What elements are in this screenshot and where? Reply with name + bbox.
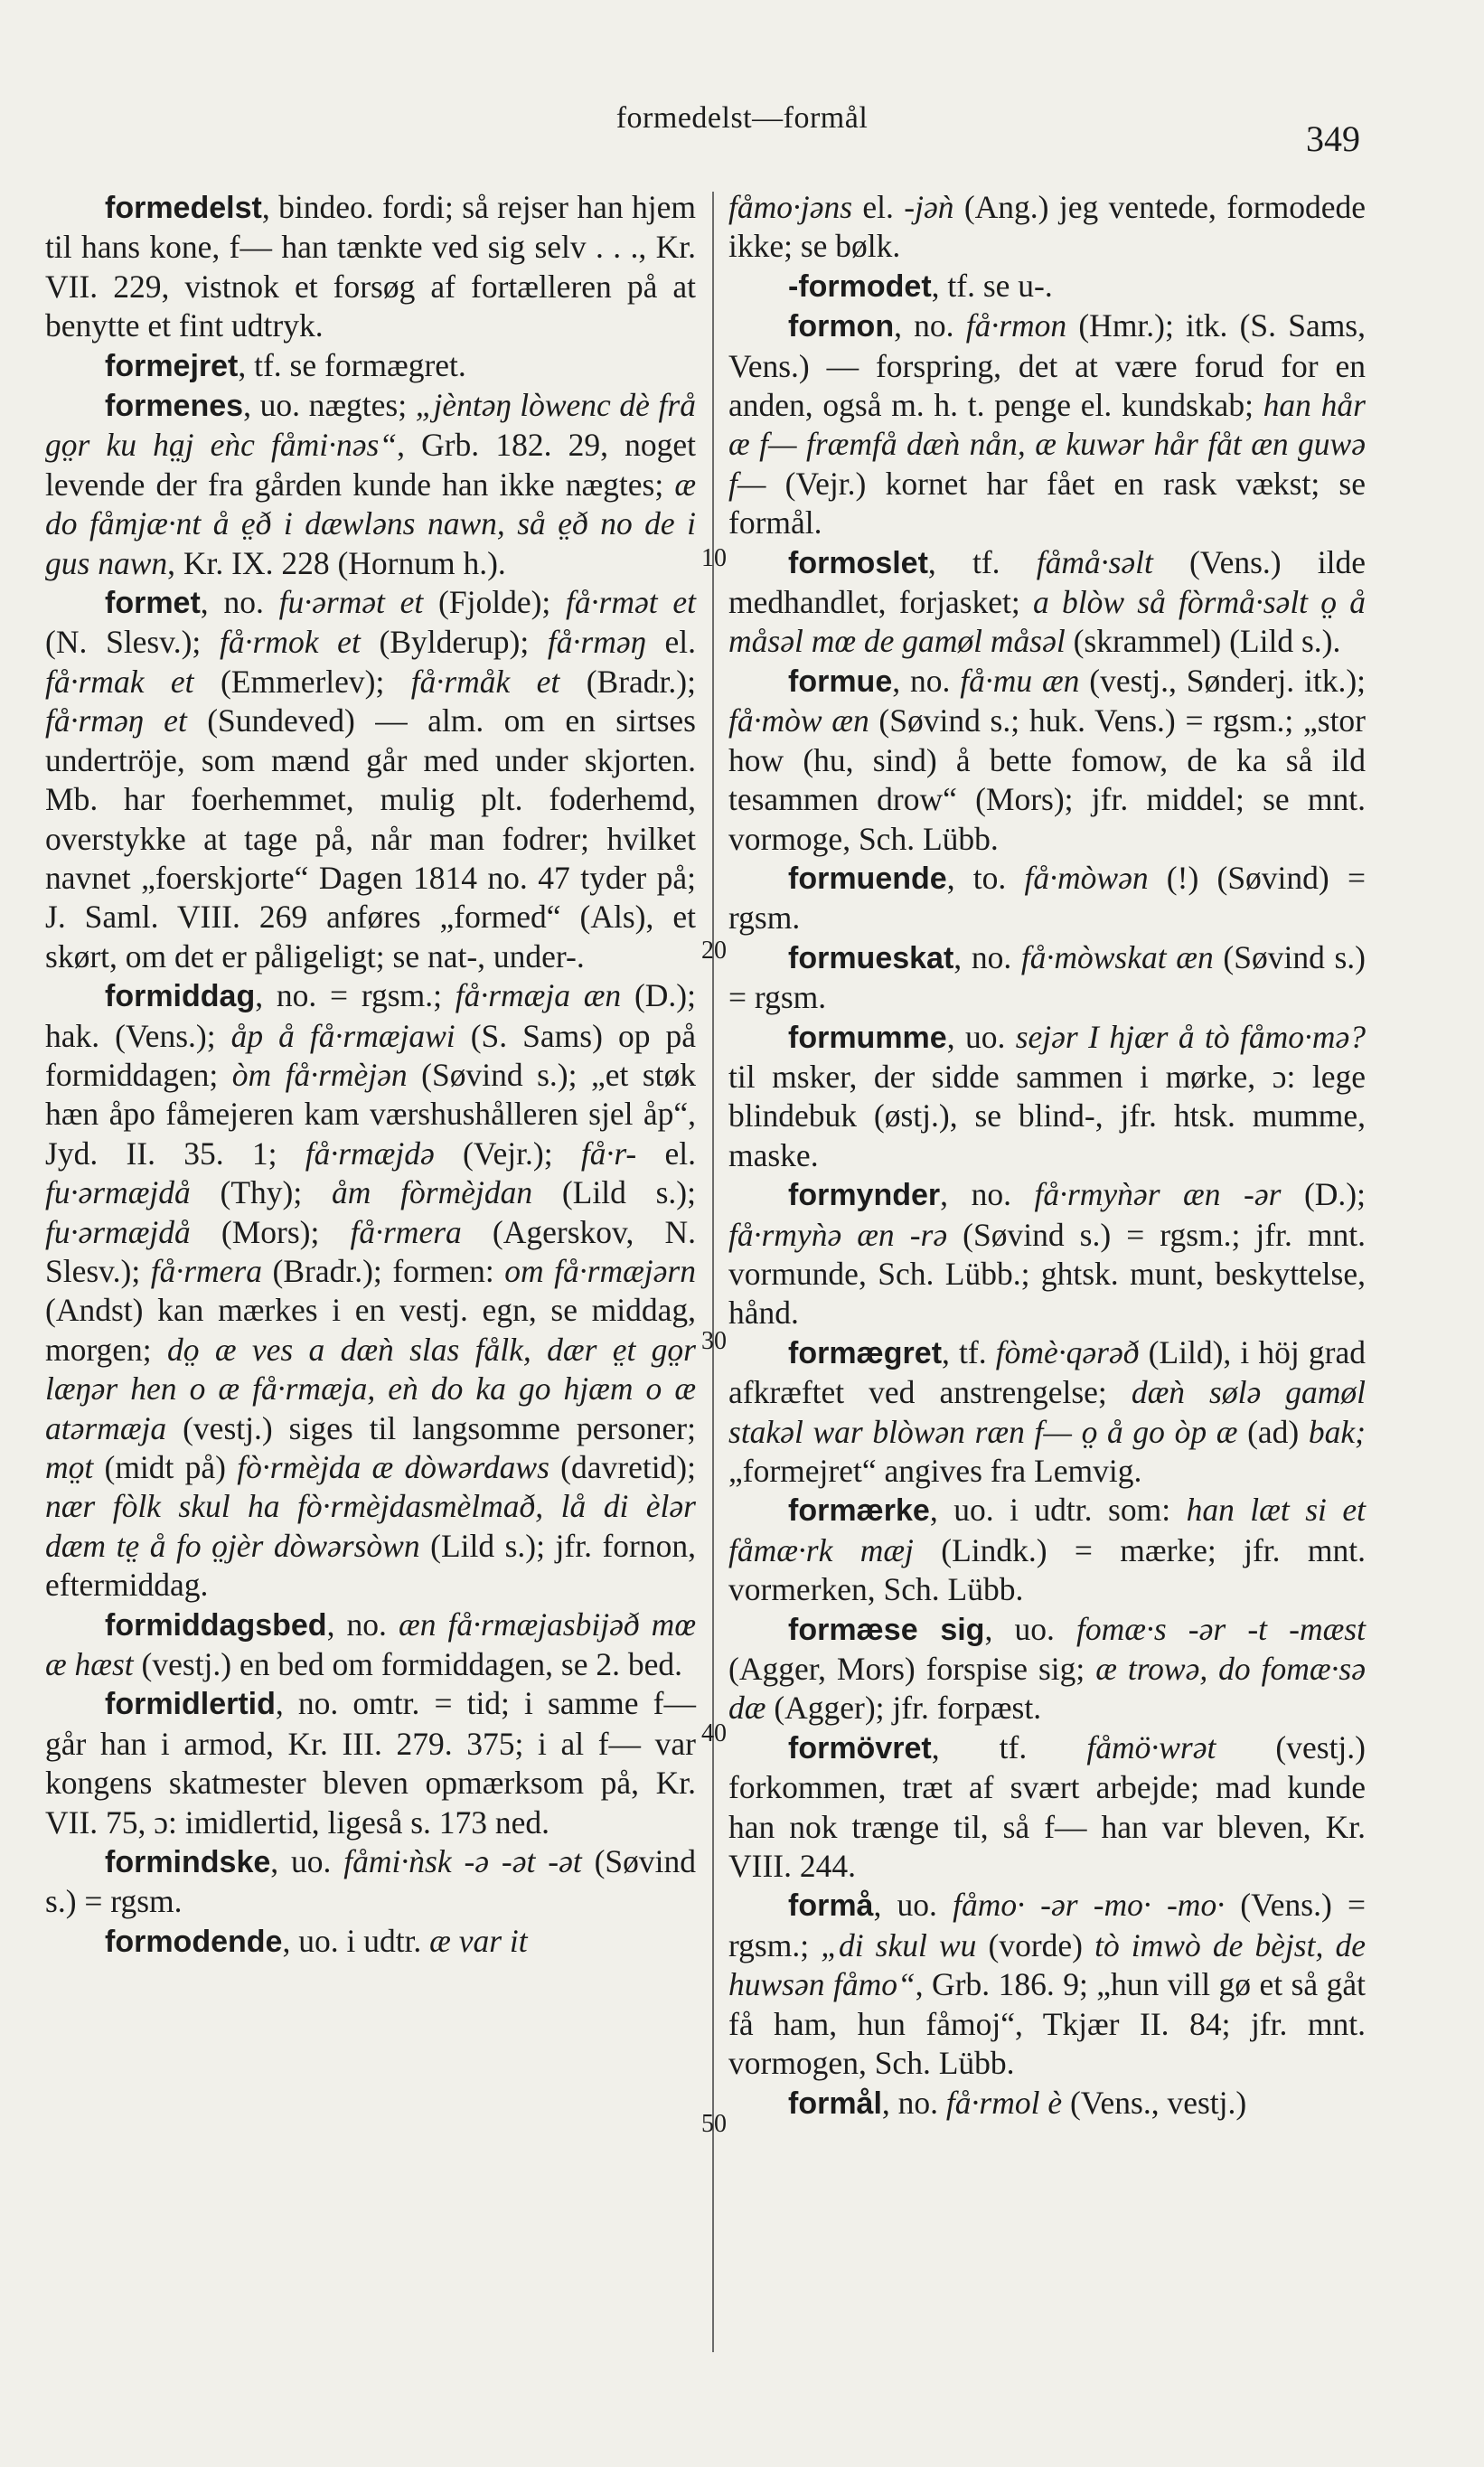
entry-text: (vestj.) en bed om formiddagen, se 2. bed. xyxy=(133,1646,682,1683)
dictionary-entry xyxy=(45,976,696,1605)
headword: formodende xyxy=(105,1924,283,1959)
dialect-form: fomæ·s -ər -t -mæst xyxy=(1076,1610,1366,1647)
headword: formoslet xyxy=(788,545,928,580)
dictionary-entry xyxy=(728,859,1366,938)
dictionary-entry xyxy=(728,1728,1366,1887)
entry-text: (S. Sams) op på formiddagen; xyxy=(45,1017,696,1093)
entry-text: , bindeo. fordi; så rejser han hjem til hans kone, f— han tænkte ved sig selv . . ., Kr. VII. 229, vistnok et forsøg af fortælleren på at benytte et fint udtryk. xyxy=(45,189,696,344)
dialect-form: få·rmyǹər æn -ər xyxy=(1034,1176,1282,1213)
entry-text: , no. omtr. = tid; i samme f— går han i armod, Kr. III. 279. 375; i al f— var kongens skatmester bleven opmærksom på, Kr. VII. 75, ɔ: imidlertid, ligeså s. 173 ned. xyxy=(45,1685,696,1841)
entry-text: (Andst) kan mærkes i en vestj. egn, se middag, morgen; xyxy=(45,1292,696,1368)
entry-text: , uo. xyxy=(270,1843,344,1880)
dialect-form: sejər I hjær å tò fåmo·mə? xyxy=(1015,1018,1366,1055)
entry-text: (Søvind s.); „et støk hæn åpo fåmejeren kam værshushålleren sjel åp“, Jyd. II. 35. 1; xyxy=(45,1056,696,1172)
entry-text: , uo. xyxy=(946,1018,1016,1055)
entry-text: , uo. nægtes; xyxy=(243,387,416,424)
dictionary-entry xyxy=(728,1610,1366,1728)
entry-text: (vestj., Sønderj. itk.); xyxy=(1079,662,1367,699)
entry-text: (Agger, Mors) forspise sig; xyxy=(728,1651,1096,1688)
dialect-form: a blòw så fòrmå·səlt o̤ å måsəl mœ de gamøl måsəl xyxy=(728,584,1366,660)
dialect-form: fåmo·jəns xyxy=(728,189,853,225)
dialect-form: fåmö·wrət xyxy=(1086,1728,1216,1766)
line-number-30: 30 xyxy=(701,1327,727,1355)
headword: formon xyxy=(788,309,895,344)
left-column xyxy=(45,188,696,1962)
dictionary-entry xyxy=(45,1922,696,1962)
dialect-form: æn få·rmæjasbijəð mœ æ hæst xyxy=(45,1605,696,1683)
entry-text: , tf. xyxy=(942,1333,996,1370)
headword: formövret xyxy=(788,1730,932,1766)
entry-text: (D.); hak. (Vens.); xyxy=(45,977,696,1054)
dictionary-entry xyxy=(45,346,696,386)
line-number-10: 10 xyxy=(701,544,727,572)
dictionary-entry xyxy=(728,662,1366,859)
entry-text: (ad) xyxy=(1237,1413,1309,1450)
entry-text: (Lild s.); xyxy=(532,1174,696,1211)
headword: formærke xyxy=(788,1493,930,1529)
entry-text: (Ang.) jeg ventede, formodede ikke; se bølk. xyxy=(728,189,1366,265)
dialect-form: fò·rmèjda æ dòwərdaws xyxy=(237,1449,549,1485)
entry-text: (Bylderup); xyxy=(360,624,548,661)
entry-text: (Lindk.) = mærke; jfr. mnt. vormerken, Sch. Lübb. xyxy=(728,1531,1366,1608)
dialect-form: „jèntəŋ lòwenc dè frå go̤r ku ha̤j eǹc fåmi·nəs“ xyxy=(45,387,696,464)
headword: formue xyxy=(788,664,893,699)
dialect-form: fåmå·səlt xyxy=(1036,543,1153,580)
entry-text: (N. Slesv.); xyxy=(45,624,220,661)
entry-text: , uo. xyxy=(873,1887,953,1924)
entry-text: , no. xyxy=(953,938,1021,975)
dialect-form: dæǹ sølə gamøl stakəl war blòwən ræn f— o̤ å go òp æ xyxy=(728,1374,1366,1450)
dialect-form: fu·ərmət et xyxy=(278,584,424,621)
entry-text: (vestj.) siges til langsomme personer; xyxy=(166,1409,696,1446)
headword: formejret xyxy=(105,348,239,383)
entry-text: (Mors); xyxy=(190,1213,351,1250)
entry-text: , uo. xyxy=(984,1610,1077,1647)
entry-text: (midt på) xyxy=(93,1449,238,1485)
headword: formindske xyxy=(105,1845,271,1880)
dialect-form: òm få·rmèjən xyxy=(231,1056,408,1093)
dialect-form: æ do fåmjæ·nt å e̤ð i dæwləns nawn, så e̤ð no de i gus nawn xyxy=(45,466,696,581)
headword: formet xyxy=(105,586,201,621)
headword: -formodet xyxy=(788,268,932,304)
dialect-form: æ var it xyxy=(429,1922,528,1959)
line-number-20: 20 xyxy=(701,937,727,965)
entry-text: , no. xyxy=(200,584,279,621)
dictionary-entry xyxy=(45,188,696,346)
dialect-form: få·rmæja æn xyxy=(455,977,622,1014)
entry-text: , no. xyxy=(892,662,961,699)
dictionary-entry xyxy=(728,1333,1366,1492)
dialect-form: få·r- xyxy=(580,1135,637,1172)
entry-text: (Hmr.); itk. (S. Sams, Vens.) — forspring, det at være forud for en anden, også m. h. t. penge el. kundskab; xyxy=(728,307,1367,424)
dictionary-entry xyxy=(728,1018,1366,1176)
dialect-form: fòmè·qərəð xyxy=(995,1333,1140,1370)
entry-text: (Thy); xyxy=(190,1174,332,1211)
dialect-form: bak; xyxy=(1308,1413,1366,1450)
running-head: formedelst—formål xyxy=(615,101,869,135)
entry-text: el. xyxy=(645,624,696,661)
dictionary-entry xyxy=(728,938,1366,1018)
entry-text: (vorde) xyxy=(976,1926,1095,1963)
column-rule xyxy=(712,192,714,2352)
dialect-form: fu·ərmæjdå xyxy=(45,1174,191,1211)
dictionary-entry xyxy=(728,306,1366,542)
dialect-form: få·rmåk et xyxy=(410,663,560,700)
dictionary-entry xyxy=(728,1175,1366,1333)
headword: formiddagsbed xyxy=(105,1607,327,1643)
entry-text: (Vejr.) kornet har fået en rask vækst; se formål. xyxy=(728,465,1366,541)
entry-text: , Grb. 186. 9; „hun vill gø et så gåt få ham, hun fåmoj“, Tkjær II. 84; jfr. mnt. vormogen, Sch. Lübb. xyxy=(728,1966,1366,2082)
dialect-form: do̤ æ ves a dæǹ slas fålk, dær e̤t go̤r læŋər hen o æ få·rmæja, eǹ do ka go hjæm o æ atərmæja xyxy=(45,1331,696,1446)
entry-text: (Vejr.); xyxy=(434,1135,581,1172)
dialect-form: mo̤t xyxy=(45,1449,94,1485)
entry-text: (Søvind s.; huk. Vens.) = rgsm.; „stor how (hu, sind) å bette fomow, de ka så ild tesammen drow“ (Mors); jfr. middel; se mnt. vormoge, Sch. Lübb. xyxy=(728,702,1367,857)
dictionary-entry xyxy=(45,583,696,976)
entry-text: (Bradr.); xyxy=(559,663,696,700)
dialect-form: få·rməŋ et xyxy=(45,702,187,739)
entry-text: (skrammel) (Lild s.). xyxy=(1065,623,1341,660)
dialect-form: få·rmæjdə xyxy=(305,1135,435,1172)
entry-text: (Fjolde); xyxy=(423,584,567,621)
headword: formynder xyxy=(788,1178,941,1213)
entry-text: (Sundeved) — alm. om en sirtses undertröje, som mænd går med under skjorten. Mb. har foerhemmet, mulig plt. foderhemd, overstykke at tage på, når man fodrer; hvilket navnet „foerskjorte“ Dagen 1814 no. 47 tyder på; J. Saml. VIII. 269 anføres „formed“ (Als), et skørt, om det er påligeligt; se nat-, under-. xyxy=(45,702,696,975)
headword: formå xyxy=(788,1888,874,1924)
dialect-form: få·rmok et xyxy=(220,624,361,661)
dialect-form: -jəǹ xyxy=(904,189,954,225)
headword: formidlertid xyxy=(105,1687,276,1722)
entry-text: (!) (Søvind) = rgsm. xyxy=(728,859,1366,937)
headword: formæse sig xyxy=(788,1612,985,1647)
dialect-form: få·rmera xyxy=(350,1213,462,1250)
dialect-form: få·mòw æn xyxy=(728,702,869,739)
entry-text: „formejret“ angives fra Lemvig. xyxy=(728,1453,1142,1489)
entry-text: (davretid); xyxy=(549,1449,696,1485)
dictionary-entry xyxy=(45,1684,696,1842)
entry-text: (Agger); jfr. forpæst. xyxy=(765,1690,1042,1727)
entry-text: (Emmerlev); xyxy=(193,663,411,700)
dialect-form: få·mu æn xyxy=(960,662,1080,699)
entry-text: , tf. xyxy=(927,543,1037,580)
entry-text: (Søvind s.) = rgsm. xyxy=(728,938,1366,1016)
entry-text: (Bradr.); formen: xyxy=(262,1252,505,1289)
entry-text: , tf. se formægret. xyxy=(238,346,466,383)
dictionary-entry xyxy=(728,2084,1366,2123)
dictionary-entry xyxy=(728,188,1366,267)
dialect-form: fåmi·ǹsk -ə -ət -ət xyxy=(343,1843,582,1880)
entry-text: , tf. se u-. xyxy=(931,267,1053,304)
headword: formål xyxy=(788,2086,882,2121)
dialect-form: få·rmyǹə æn -rə xyxy=(728,1216,948,1253)
dialect-form: få·rməŋ xyxy=(547,624,646,661)
headword: formedelst xyxy=(105,191,262,225)
headword: formueskat xyxy=(788,940,954,975)
dialect-form: få·rmət et xyxy=(566,584,696,621)
dictionary-entry xyxy=(728,543,1366,662)
entry-text: , to. xyxy=(946,859,1025,896)
dictionary-entry xyxy=(45,386,696,583)
entry-text: , Grb. 182. 29, noget levende der fra gården kunde han ikke nægtes; xyxy=(45,427,696,503)
dialect-form: få·rmera xyxy=(150,1252,262,1289)
headword: formumme xyxy=(788,1020,947,1055)
dialect-form: æ trowə, do fomæ·sə dæ xyxy=(728,1651,1366,1727)
dialect-form: fu·ərmæjdå xyxy=(45,1213,191,1250)
headword: formuende xyxy=(788,861,947,896)
entry-text: , Kr. IX. 228 (Hornum h.). xyxy=(167,544,506,581)
dialect-form: få·rmol è xyxy=(945,2084,1063,2121)
dialect-form: han læt si et fåmæ·rk mæj xyxy=(728,1492,1366,1568)
dialect-form: få·rmon xyxy=(965,307,1067,344)
entry-text: , no. xyxy=(881,2084,946,2121)
dictionary-entry xyxy=(45,1605,696,1685)
dictionary-entry xyxy=(45,1842,696,1922)
entry-text: (Vens., vestj.) xyxy=(1062,2084,1247,2121)
dialect-form: nær fòlk skul ha fò·rmèjdasmèlmað, lå di èlər dæm te̤ å fo o̤jèr dòwərsòwn xyxy=(45,1488,696,1564)
entry-text: , uo. i udtr. som: xyxy=(929,1492,1187,1529)
dictionary-entry xyxy=(728,1886,1366,2083)
entry-text: el. xyxy=(636,1135,697,1172)
headword: formiddag xyxy=(105,979,256,1014)
entry-text: , tf. xyxy=(931,1728,1087,1766)
entry-text: , no. xyxy=(326,1605,399,1643)
entry-text: (Vens.) = rgsm.; xyxy=(728,1887,1367,1963)
dialect-form: åm fòrmèjdan xyxy=(332,1174,533,1211)
dialect-form: om få·rmæjərn xyxy=(504,1252,696,1289)
dialect-form: få·mòwskat æn xyxy=(1020,938,1214,975)
entry-text: (Søvind s.) = rgsm.; jfr. mnt. vormunde, Sch. Lübb.; ghtsk. munt, beskyttelse, hånd. xyxy=(728,1216,1366,1332)
dialect-form: han hår æ f— fræmfå dæǹ nån, æ kuwər hår fåt æn guwə f— xyxy=(728,387,1366,502)
headword: formenes xyxy=(105,389,244,424)
dialect-form: få·rmak et xyxy=(45,663,194,700)
dictionary-entry xyxy=(728,267,1366,306)
headword: formægret xyxy=(788,1335,943,1370)
entry-text: (Lild s.); jfr. fornon, eftermiddag. xyxy=(45,1527,696,1604)
page-number: 349 xyxy=(1306,118,1360,159)
line-number-50: 50 xyxy=(701,2110,727,2138)
entry-text: , no. xyxy=(940,1176,1035,1213)
entry-text: (Agerskov, N. Slesv.); xyxy=(45,1213,696,1289)
right-column xyxy=(728,188,1366,2123)
entry-text: til msker, der sidde sammen i mørke, ɔ: lege blindebuk (østj.), se blind-, jfr. htsk. mumme, maske. xyxy=(728,1058,1366,1173)
entry-text: (Søvind s.) = rgsm. xyxy=(45,1843,696,1920)
dialect-form: „di skul wu xyxy=(821,1926,977,1963)
dialect-form: fåmo· -ər -mo· -mo· xyxy=(953,1887,1226,1924)
entry-text: (D.); xyxy=(1281,1176,1366,1213)
dictionary-entry xyxy=(728,1491,1366,1609)
line-number-40: 40 xyxy=(701,1719,727,1747)
entry-text: , no. xyxy=(894,307,966,344)
entry-text: , no. = rgsm.; xyxy=(255,977,456,1014)
entry-text: (Lild), i höj grad afkræftet ved anstrengelse; xyxy=(728,1333,1367,1411)
dialect-form: få·mòwən xyxy=(1024,859,1149,896)
dialect-form: tò imwò de bèjst, de huwsən fåmo“ xyxy=(728,1926,1366,2003)
entry-text: , uo. i udtr. xyxy=(282,1922,430,1959)
entry-text: (Vens.) ilde medhandlet, forjasket; xyxy=(728,543,1367,621)
entry-text: el. xyxy=(852,189,905,225)
dialect-form: åp å få·rmæjawi xyxy=(230,1017,456,1054)
entry-text: (vestj.) forkommen, træt af svært arbejde; mad kunde han nok trænge til, så f— han var bleven, Kr. VIII. 244. xyxy=(728,1728,1366,1885)
